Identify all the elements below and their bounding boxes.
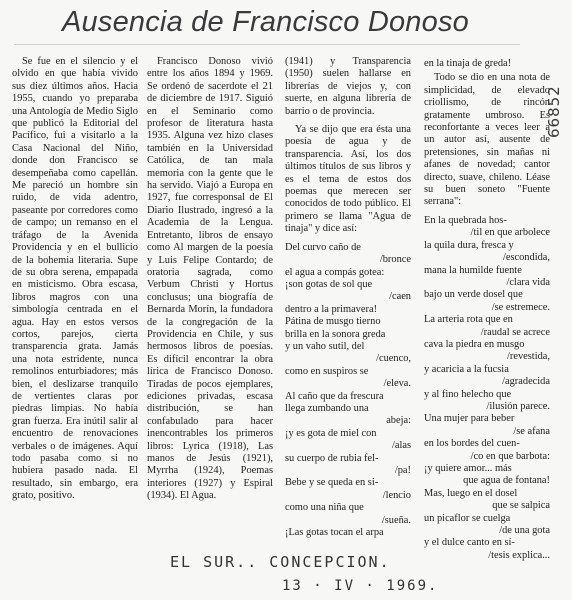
poem-line: y un vaho sutil, del [285, 340, 365, 352]
archive-number: 66852 [545, 85, 563, 138]
poem-end-line [424, 58, 550, 70]
poem-line: ¡y quiere amor... más [424, 463, 512, 474]
poem-line: /clara vida [506, 276, 550, 288]
poem-line: como en suspiros se [285, 365, 369, 377]
paragraph: Se fue en el silencio y el olvido en que había vivido sus diez últimos años. Hacia 1955, cuando yo preparaba una Antología de Medio Siglo que publicó la Editorial del Pacífico, fui a visitarlo a la Casa Nacional del Niño, donde don Francisco se desempeñaba como capellán. Me pareció un hombre sin ruido, de vida adentro, paseante por corredores como de campo; un remanso en el tráfago de la Avenida Providencia y en el bullicio de la bohemia literaria. Supe de su obra serena, empapada en misticismo. Obra escasa, libros magros con una simbología centrada en el agua. Hay en estos versos cortos, parejos, cierta transparencia grata. Jamás una nota estridente, nunca remolinos enturbiadores; más bien, el deslizarse tranquilo de vertientes claras por piedras limpias. No había gran fuerza. Era inútil salir al encuentro de renovaciones verbales o de imágenes. Aquí todo pasaba como si no hubiera pasado nada. El resultado, sin embargo, era grato, positivo. [12, 56, 138, 502]
poem-line: /se estremece. [491, 301, 550, 313]
poem-line: /sueña. [381, 514, 411, 526]
paragraph: Todo se dio en una nota de simplicidad, de elevado criollismo, de rincón gratamente umbroso. Es reconfortante a veces leer a un autor así, ausente de pretensiones, sin mañas ni afanes de novedad; cantor directo, suave, chileno. Léase su buen soneto "Fuente serrana": [424, 72, 550, 208]
poem-line: /tesis explica... [488, 549, 550, 561]
column-4 [424, 56, 550, 562]
poem-line: que se salpica [492, 500, 550, 512]
poem-line: ¡Las gotas tocan el arpa [285, 527, 384, 539]
poem-line: /caen [389, 291, 411, 303]
poem-line: /ilusión parece. [486, 400, 550, 412]
poem-line: en la tinaja de greda! [424, 58, 512, 69]
poem-line: /de una gota [499, 525, 550, 537]
poem-line: /se afana [513, 425, 550, 437]
poem-line: abeja: [386, 415, 411, 427]
poem-line: que agua de fontana! [463, 475, 550, 487]
poem-line: /bronce [379, 254, 411, 266]
article-title: Ausencia de Francisco Donoso [62, 6, 469, 38]
poem-line: /co en que barbota: [470, 450, 550, 462]
poem-line: su cuerpo de rubia fel- [285, 452, 379, 464]
poem-line: dentro a la primavera! [285, 303, 378, 315]
poem-line: /til en que arbolece [470, 227, 550, 239]
poem-line: llega zumbando una [285, 402, 369, 414]
poem-line: /raudal se acrece [480, 326, 550, 338]
poem-line: el agua a compás gotea: [285, 266, 385, 278]
poem-fuente-serrana [424, 215, 550, 562]
poem-line: /eleva. [383, 378, 411, 390]
poem-line: /cuenco, [376, 353, 411, 365]
poem-agua-de-tinaja [285, 242, 411, 540]
poem-line: /revestida, [507, 351, 550, 363]
poem-line: y al fino helecho que [424, 388, 512, 400]
title-divider [14, 44, 520, 45]
poem-line: En la quebrada hos- [424, 214, 507, 226]
poem-line: Una mujer para beber [424, 413, 515, 425]
source-annotation: EL SUR.. CONCEPCION. [170, 553, 391, 571]
paragraph: (1941) y Transparencia (1950) suelen hallarse en librerías de viejos y, con suerte, en alguna librería de barrio o de provincia. [285, 56, 411, 117]
poem-line: Al caño que da frescura [285, 390, 384, 402]
date-annotation: 13 · IV · 1969. [282, 578, 439, 594]
poem-line: /alas [391, 440, 411, 452]
poem-line: bajo un verde dosel que [424, 289, 523, 301]
poem-line: /pa! [394, 465, 411, 476]
poem-line: la quila dura, fresca y [424, 239, 514, 251]
poem-line: y acaricia a la fucsia [424, 363, 509, 375]
poem-line: cava la piedra en musgo [424, 338, 525, 350]
poem-line: brilla en la sonora greda [285, 328, 386, 340]
poem-line: Bebe y se queda en si- [285, 477, 379, 489]
poem-line: Mas, luego en el dosel [424, 487, 518, 499]
poem-line: /agradecida [502, 376, 550, 388]
column-2 [147, 56, 273, 509]
poem-line: /escondida, [502, 252, 550, 264]
poem-line: como una niña que [285, 502, 364, 514]
paragraph: Francisco Donoso vivió entre los años 1894 y 1969. Se ordenó de sacerdote el 21 de diciembre de 1917. Siguió en el Seminario como profesor de literatura hasta 1935. Alguna vez hizo clases también en la Universidad Católica, de tan mala memoria con la gente que le ha servido. Viajó a Europa en 1927, fue corresponsal de El Diario Ilustrado, ingresó a la Academia de la Lengua. Entretanto, libros de ensayo como Al margen de la poesía y Luis Felipe Contardo; de oratoria sagrada, como Verbum Christi y Hortus conclusus; una biografía de Bernarda Morín, la fundadora de la congregación de la Providencia en Chile, y sus hermosos libros de poesías. Es difícil encontrar la obra lírica de Francisco Donoso. Tiradas de pocos ejemplares, ediciones privadas, escasa distribución, se han confabulado para hacer inencontrables los primeros libros: Lyrica (1918), Las manos de Jesús (1921), Myrrha (1924), Poemas interiores (1927) y Espiral (1934). El Agua. [147, 56, 273, 502]
poem-line: en los bordes del cuen- [424, 438, 520, 450]
poem-line: y el dulce canto en sí- [424, 537, 515, 549]
poem-line: mana la humilde fuente [424, 264, 522, 276]
paragraph: Ya se dijo que era ésta una poesía de agua y de transparencia. Así, los dos últimos títulos de sus libros y es el tema de estos dos poemas que merecen ser conocidos de todo público. El primero se llama "Agua de tinaja" y dice así: [285, 124, 411, 235]
poem-line: ¡y es gota de miel con [285, 427, 377, 439]
poem-line: un picaflor se cuelga [424, 512, 511, 524]
poem-line: Del curvo caño de [285, 241, 361, 253]
poem-line: La arteria rota que en [424, 314, 513, 326]
column-3 [285, 56, 411, 539]
poem-line: Pátina de musgo tierno [285, 316, 381, 328]
poem-line: /lencio [382, 489, 411, 501]
column-1 [12, 56, 138, 509]
poem-line: ¡son gotas de sol que [285, 278, 373, 290]
